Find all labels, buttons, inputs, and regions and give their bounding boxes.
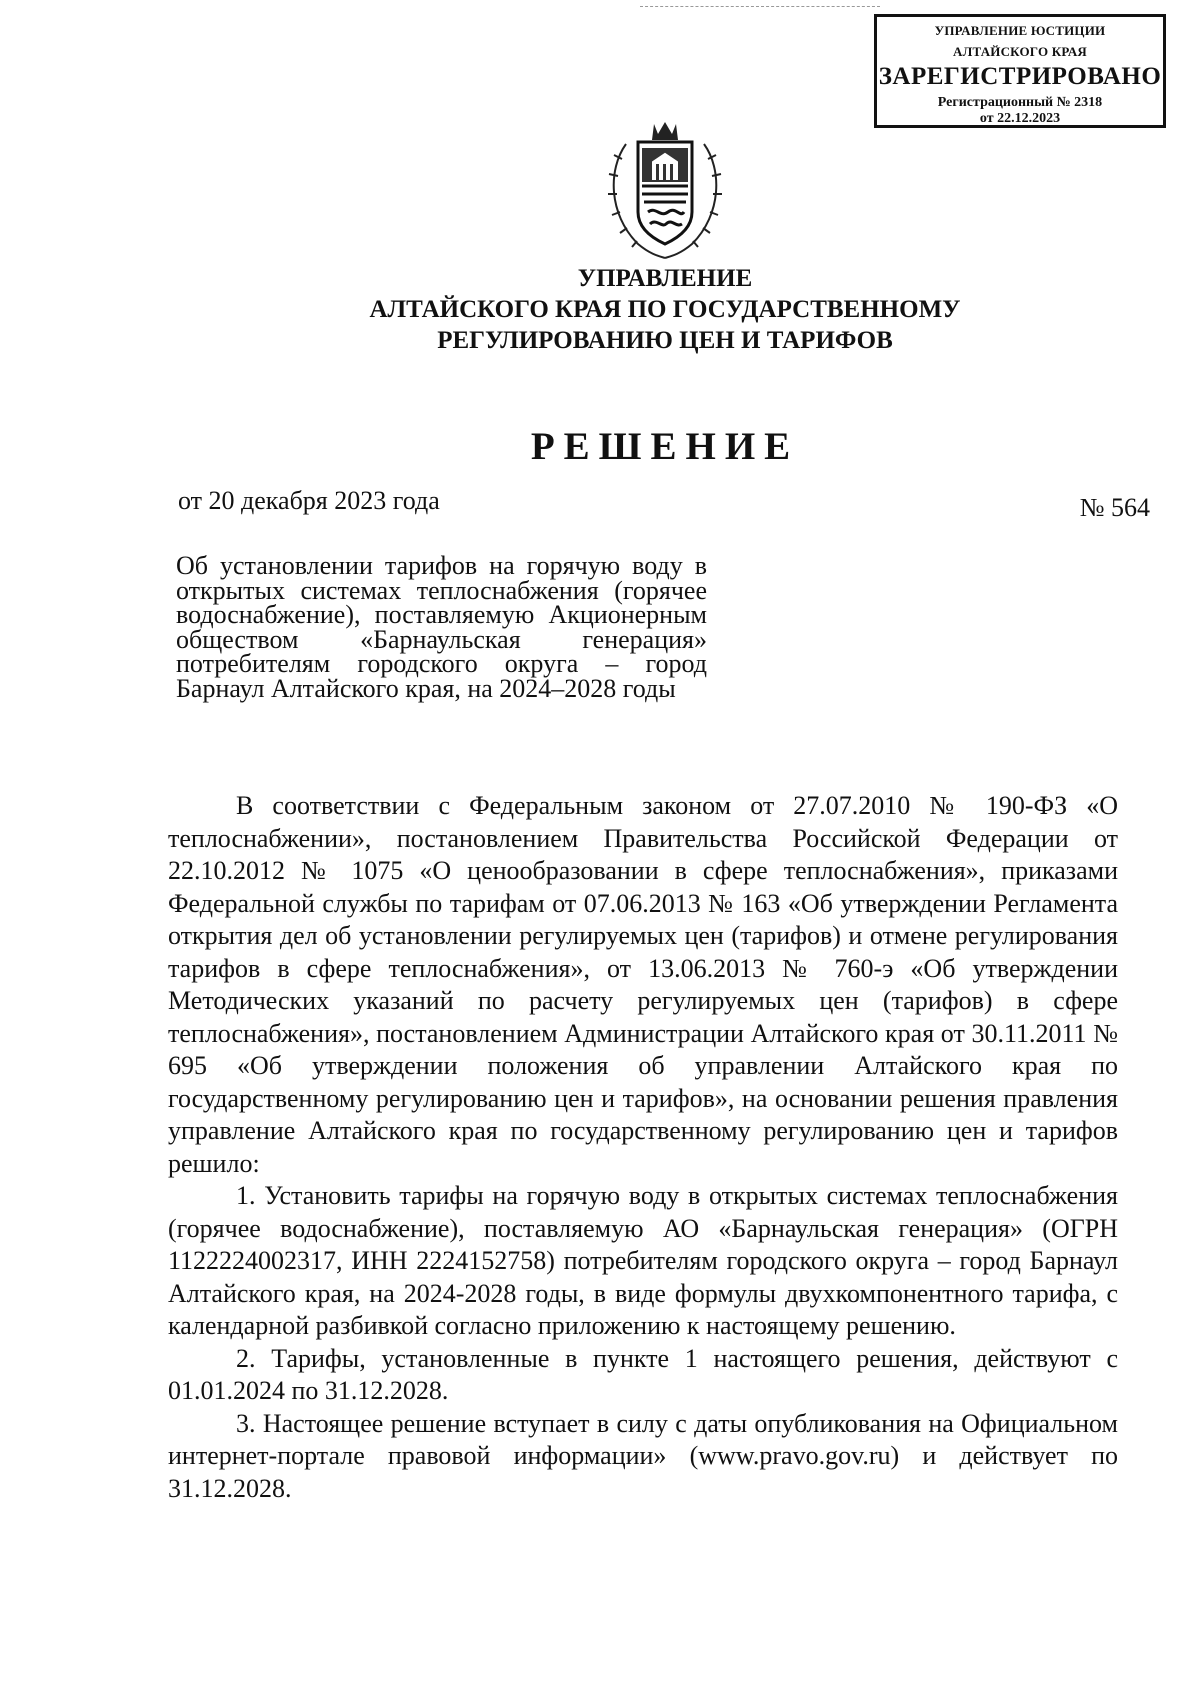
document-number: № 564 <box>1079 493 1150 522</box>
stamp-org-line1: УПРАВЛЕНИЕ ЮСТИЦИИ <box>934 23 1106 38</box>
altai-krai-coat-of-arms-icon <box>598 114 732 264</box>
body-preamble: В соответствии с Федеральным законом от 27.07.2010 № 190-ФЗ «О теплоснабжении», постановлением Правительства Российской Федерации от 22.10.2012 № 1075 «О ценообразовании в сфере теплоснабжения», приказами Федеральной службы по тарифам от 07.06.2013 № 163 «Об утверждении Регламента открытия дел об установлении регулируемых цен (тарифов) и отмене регулирования тарифов в сфере теплоснабжения», от 13.06.2013 № 760-э «Об утверждении Методических указаний по расчету регулируемых цен (тарифов) в сфере теплоснабжения», постановлением Администрации Алтайского края от 30.11.2011 № 695 «Об утверждении положения об управлении Алтайского края по государственному регулированию цен и тарифов», на основании решения правления управление Алтайского края по государственному регулированию цен и тарифов решило: <box>168 791 1118 1178</box>
body-item-2: 2. Тарифы, установленные в пункте 1 настоящего решения, действуют с 01.01.2024 по 31.12.2028. <box>168 1343 1118 1405</box>
body-item-3: 3. Настоящее решение вступает в силу с даты опубликования на Официальном интернет-портале правовой информации» (www.pravo.gov.ru) и действует по 31.12.2028. <box>168 1408 1118 1503</box>
issuing-organization <box>300 263 1030 356</box>
stamp-status: ЗАРЕГИСТРИРОВАНО <box>878 63 1162 90</box>
stamp-reg-date: от 22.12.2023 <box>979 111 1061 126</box>
org-name-line2: АЛТАЙСКОГО КРАЯ ПО ГОСУДАРСТВЕННОМУ <box>369 296 961 323</box>
body-item-1: 1. Установить тарифы на горячую воду в открытых системах теплоснабжения (горячее водоснабжение), поставляемую АО «Барнаульская генерация» (ОГРН 1122224002317, ИНН 2224152758) потребителям городского округа – город Барнаул Алтайского края, на 2024-2028 годы, в виде формулы двухкомпонентного тарифа, с календарной разбивкой согласно приложению к настоящему решению. <box>168 1181 1118 1340</box>
scan-top-line <box>640 6 880 7</box>
stamp-reg-number: Регистрационный № 2318 <box>937 95 1103 110</box>
registration-stamp <box>874 14 1166 128</box>
org-name-line3: РЕГУЛИРОВАНИЮ ЦЕН И ТАРИФОВ <box>437 327 893 354</box>
document-date: от 20 декабря 2023 года <box>178 486 440 515</box>
document-subject: Об установлении тарифов на горячую воду в открытых системах теплоснабжения (горячее водоснабжение), поставляемую Акционерным обществом «Барнаульская генерация» потребителям городского округа – город Барнаул Алтайского края, на 2024–2028 годы <box>176 551 707 703</box>
org-name-line1: УПРАВЛЕНИЕ <box>577 265 753 292</box>
document-body <box>168 790 1118 1505</box>
stamp-org-line2: АЛТАЙСКОГО КРАЯ <box>953 44 1087 59</box>
document-type-title: РЕШЕНИЕ <box>530 425 800 468</box>
